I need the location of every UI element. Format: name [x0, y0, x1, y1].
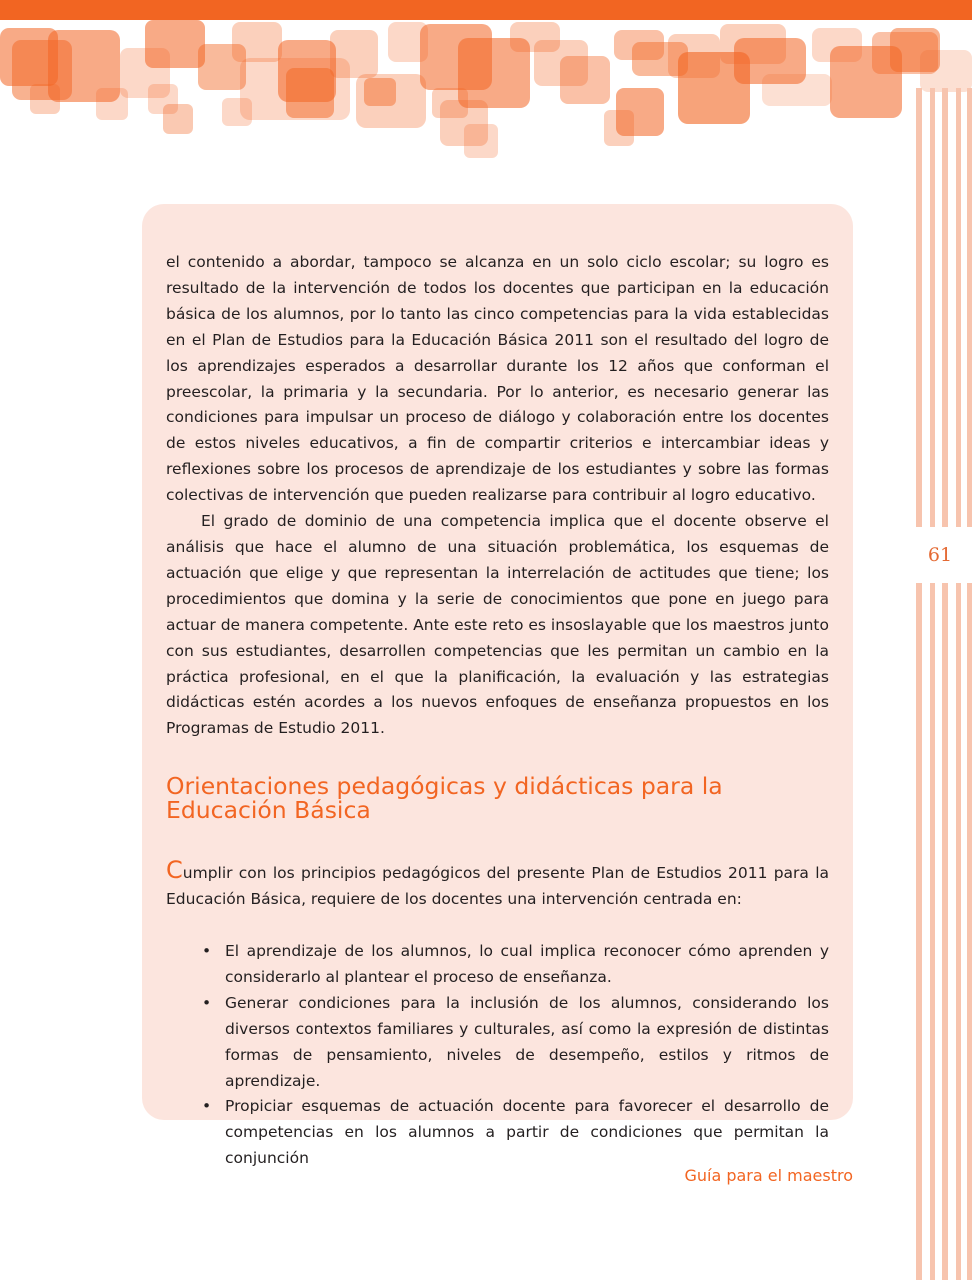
- page-number: 61: [927, 544, 953, 566]
- list-item: [202, 1094, 829, 1172]
- body-paragraph-2: El grado de dominio de una competencia implica que el docente observe el análisis que hace el alumno de una situación problemática, los esquemas de actuación que elige y que representan la interrelación de actitudes que tiene; los procedimientos que domina y la serie de conocimientos que pone en juego para actuar de manera competente. Ante este reto es insoslayable que los maestros junto con sus estudiantes, desarrollen competencias que les permitan un cambio en la práctica profesional, en el que la planificación, la evaluación y las estrategias didácticas estén acordes a los nuevos enfoques de enseñanza propuestos en los Programas de Estudio 2011.: [166, 512, 829, 738]
- body-paragraph-1: el contenido a abordar, tampoco se alcanza en un solo ciclo escolar; su logro es resultado de la intervención de todos los docentes que participan en la educación básica de los alumnos, por lo tanto las cinco competencias para la vida establecidas en el Plan de Estudios para la Educación Básica 2011 son el resultado del logro de los aprendizajes esperados a desarrollar durante los 12 años que conforman el preescolar, la primaria y la secundaria. Por lo anterior, es necesario generar las condiciones para impulsar un proceso de diálogo y colaboración entre los docentes de estos niveles educativos, a fin de compartir criterios e intercambiar ideas y reflexiones sobre los procesos de aprendizaje de los estudiantes y sobre las formas colectivas de intervención que pueden realizarse para contribuir al logro educativo.: [166, 253, 829, 505]
- list-item-text: El aprendizaje de los alumnos, lo cual implica reconocer cómo aprenden y considerarlo al plantear el proceso de enseñanza.: [225, 942, 829, 986]
- main-content: [166, 250, 829, 1172]
- intro-text: umplir con los principios pedagógicos del presente Plan de Estudios 2011 para la Educación Básica, requiere de los docentes una intervención centrada en:: [166, 864, 829, 909]
- section-heading: Orientaciones pedagógicas y didácticas para la Educación Básica: [166, 772, 723, 825]
- bullet-icon: •: [202, 942, 212, 961]
- list-item: [202, 991, 829, 1095]
- bullet-icon: •: [202, 993, 212, 1012]
- list-item-text: Propiciar esquemas de actuación docente para favorecer el desarrollo de competencias en los alumnos a partir de condiciones que permitan la conjunción: [225, 1097, 829, 1168]
- bullet-icon: •: [202, 1097, 212, 1116]
- list-item: [202, 939, 829, 991]
- decorative-squares-header: [0, 0, 972, 170]
- page-number-box: [908, 527, 972, 583]
- bullet-list: [166, 939, 829, 1172]
- footer-title: Guía para el maestro: [684, 1166, 853, 1185]
- vertical-stripes-decoration: [904, 88, 972, 1280]
- drop-cap-letter: C: [166, 856, 183, 885]
- intro-paragraph: [166, 858, 829, 913]
- list-item-text: Generar condiciones para la inclusión de los alumnos, considerando los diversos contextos familiares y culturales, así como la expresión de distintas formas de pensamiento, niveles de desempeño, estilos y ritmos de aprendizaje.: [225, 993, 829, 1090]
